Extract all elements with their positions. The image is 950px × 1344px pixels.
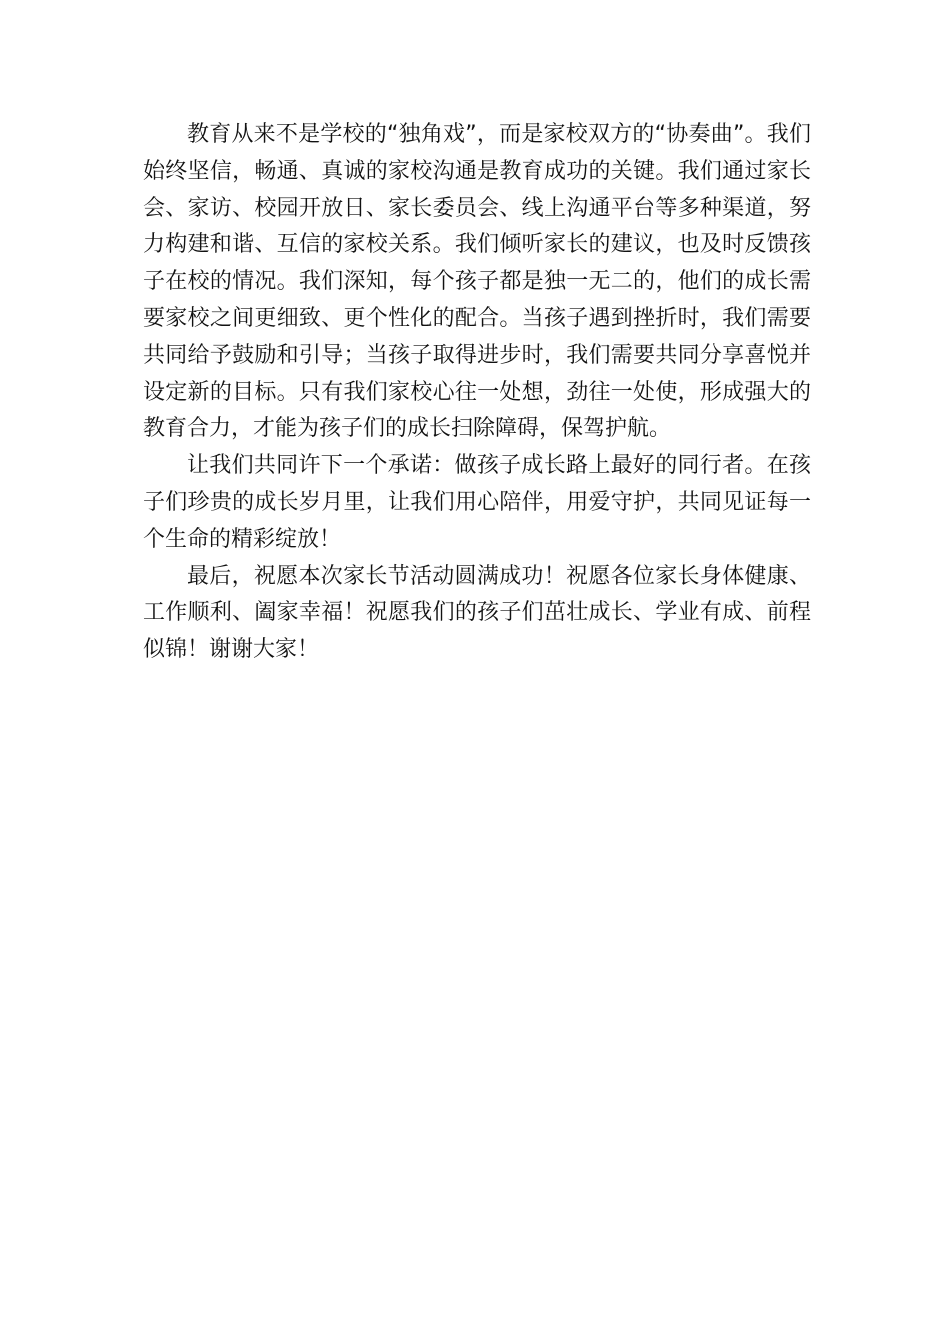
document-body <box>143 117 811 669</box>
paragraph-home-school-cooperation: 教育从来不是学校的“独角戏”，而是家校双方的“协奏曲”。我们始终坚信，畅通、真诚的家校沟通是教育成功的关键。我们通过家长会、家访、校园开放日、家长委员会、线上沟通平台等多种渠道，努力构建和谐、互信的家校关系。我们倾听家长的建议，也及时反馈孩子在校的情况。我们深知，每个孩子都是独一无二的，他们的成长需要家校之间更细致、更个性化的配合。当孩子遇到挫折时，我们需要共同给予鼓励和引导；当孩子取得进步时，我们需要共同分享喜悦并设定新的目标。只有我们家校心往一处想，劲往一处使，形成强大的教育合力，才能为孩子们的成长扫除障碍，保驾护航。 <box>143 122 811 442</box>
paragraph-closing-wishes: 最后，祝愿本次家长节活动圆满成功！祝愿各位家长身体健康、工作顺利、阖家幸福！祝愿我们的孩子们茁壮成长、学业有成、前程似锦！谢谢大家！ <box>143 563 811 663</box>
paragraph-promise: 让我们共同许下一个承诺：做孩子成长路上最好的同行者。在孩子们珍贵的成长岁月里，让我们用心陪伴，用爱守护，共同见证每一个生命的精彩绽放！ <box>143 453 811 552</box>
